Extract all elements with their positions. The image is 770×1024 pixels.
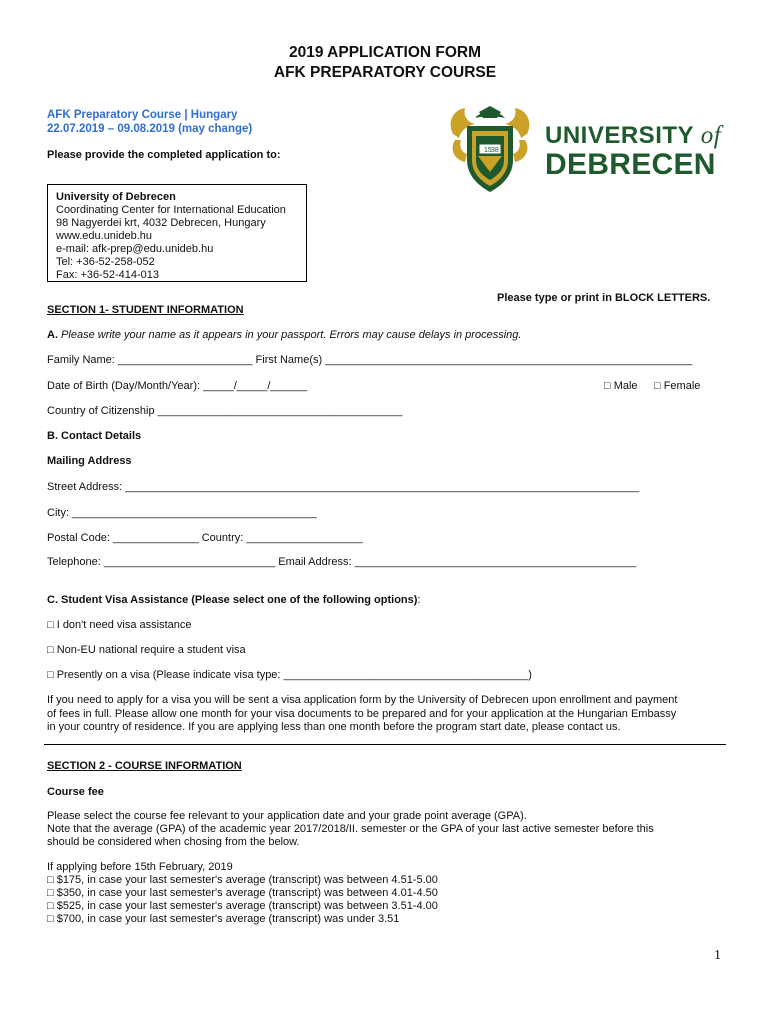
- form-title: 2019 APPLICATION FORM: [288, 44, 482, 61]
- address-tel: Tel: +36-52-258-052: [56, 256, 155, 268]
- crest-year-right: 38: [491, 147, 499, 154]
- fee-paragraph-line3: should be considered when chosing from the below.: [47, 836, 300, 848]
- street-address-field[interactable]: Street Address: ____________________________________________________________________________________: [47, 481, 640, 493]
- logo-university: UNIVERSITY: [545, 122, 694, 149]
- fee-option-350[interactable]: □ $350, in case your last semester's average (transcript) was between 4.01-4.50: [47, 887, 438, 899]
- visa-option-present[interactable]: □ Presently on a visa (Please indicate visa type: ________________________________________): [47, 669, 532, 681]
- visa-option-required[interactable]: □ Non-EU national require a student visa: [47, 644, 246, 656]
- visa-paragraph-line3: in your country of residence. If you are applying less than one month before the program start date, please contact us.: [47, 721, 621, 733]
- provide-to-label: Please provide the completed application to:: [47, 149, 281, 161]
- crest-icon: [445, 104, 535, 196]
- female-checkbox[interactable]: □ Female: [654, 380, 701, 392]
- course-fee-heading: Course fee: [47, 786, 104, 798]
- visa-option-none[interactable]: □ I don't need visa assistance: [47, 619, 192, 631]
- section-divider: [44, 744, 726, 745]
- visa-heading: C. Student Visa Assistance (Please select one of the following options):: [47, 594, 421, 606]
- address-email: e-mail: afk-prep@edu.unideb.hu: [56, 243, 214, 255]
- visa-paragraph-line1: If you need to apply for a visa you will be sent a visa application form by the University of Debrecen upon enrollment and payment: [47, 694, 678, 706]
- section1-heading: SECTION 1- STUDENT INFORMATION: [47, 304, 244, 316]
- male-checkbox[interactable]: □ Male: [604, 380, 638, 392]
- name-instruction: A. Please write your name as it appears in your passport. Errors may cause delays in processing.: [47, 329, 522, 341]
- fee-option-525[interactable]: □ $525, in case your last semester's average (transcript) was between 3.51-4.00: [47, 900, 438, 912]
- visa-paragraph-line2: of fees in full. Please allow one month for your visa documents to be prepared and for your application at the Hungarian Embassy: [47, 708, 677, 720]
- telephone-email-field[interactable]: Telephone: ____________________________ Email Address: ______________________________________________: [47, 556, 637, 568]
- fee-option-700[interactable]: □ $700, in case your last semester's average (transcript) was under 3.51: [47, 913, 400, 925]
- postal-country-field[interactable]: Postal Code: ______________ Country: ___________________: [47, 532, 363, 544]
- course-dates: 22.07.2019 – 09.08.2019 (may change): [47, 123, 253, 135]
- course-line: AFK Preparatory Course | Hungary: [47, 109, 238, 121]
- citizenship-field[interactable]: Country of Citizenship ________________________________________: [47, 405, 403, 417]
- logo-of: of: [700, 122, 722, 149]
- address-street: 98 Nagyerdei krt, 4032 Debrecen, Hungary: [56, 217, 266, 229]
- mailing-address-heading: Mailing Address: [47, 455, 132, 467]
- address-fax: Fax: +36-52-414-013: [56, 269, 160, 281]
- family-name-field[interactable]: Family Name: ______________________ First Name(s) ____________________________________________________________: [47, 354, 693, 366]
- form-subtitle: AFK PREPARATORY COURSE: [273, 64, 497, 81]
- university-logo: [445, 104, 725, 196]
- logo-debrecen: DEBRECEN: [545, 148, 716, 181]
- block-letters-note: Please type or print in BLOCK LETTERS.: [497, 292, 711, 304]
- address-center: Coordinating Center for International Education: [56, 204, 286, 216]
- address-box: [47, 184, 307, 282]
- fee-option-175[interactable]: □ $175, in case your last semester's average (transcript) was between 4.51-5.00: [47, 874, 438, 886]
- address-web: www.edu.unideb.hu: [56, 230, 153, 242]
- contact-details-heading: B. Contact Details: [47, 430, 142, 442]
- fee-paragraph-line2: Note that the average (GPA) of the academic year 2017/2018/II. semester or the GPA of your last active semester before this: [47, 823, 654, 835]
- fee-deadline: If applying before 15th February, 2019: [47, 861, 233, 873]
- address-name: University of Debrecen: [56, 191, 176, 203]
- dob-field[interactable]: Date of Birth (Day/Month/Year): _____/_____/______: [47, 380, 308, 392]
- fee-paragraph-line1: Please select the course fee relevant to your application date and your grade point average (GPA).: [47, 810, 527, 822]
- crest-year-left: 15: [484, 147, 492, 154]
- page-number: 1: [714, 948, 721, 963]
- section2-heading: SECTION 2 - COURSE INFORMATION: [47, 760, 242, 772]
- city-field[interactable]: City: ________________________________________: [47, 507, 317, 519]
